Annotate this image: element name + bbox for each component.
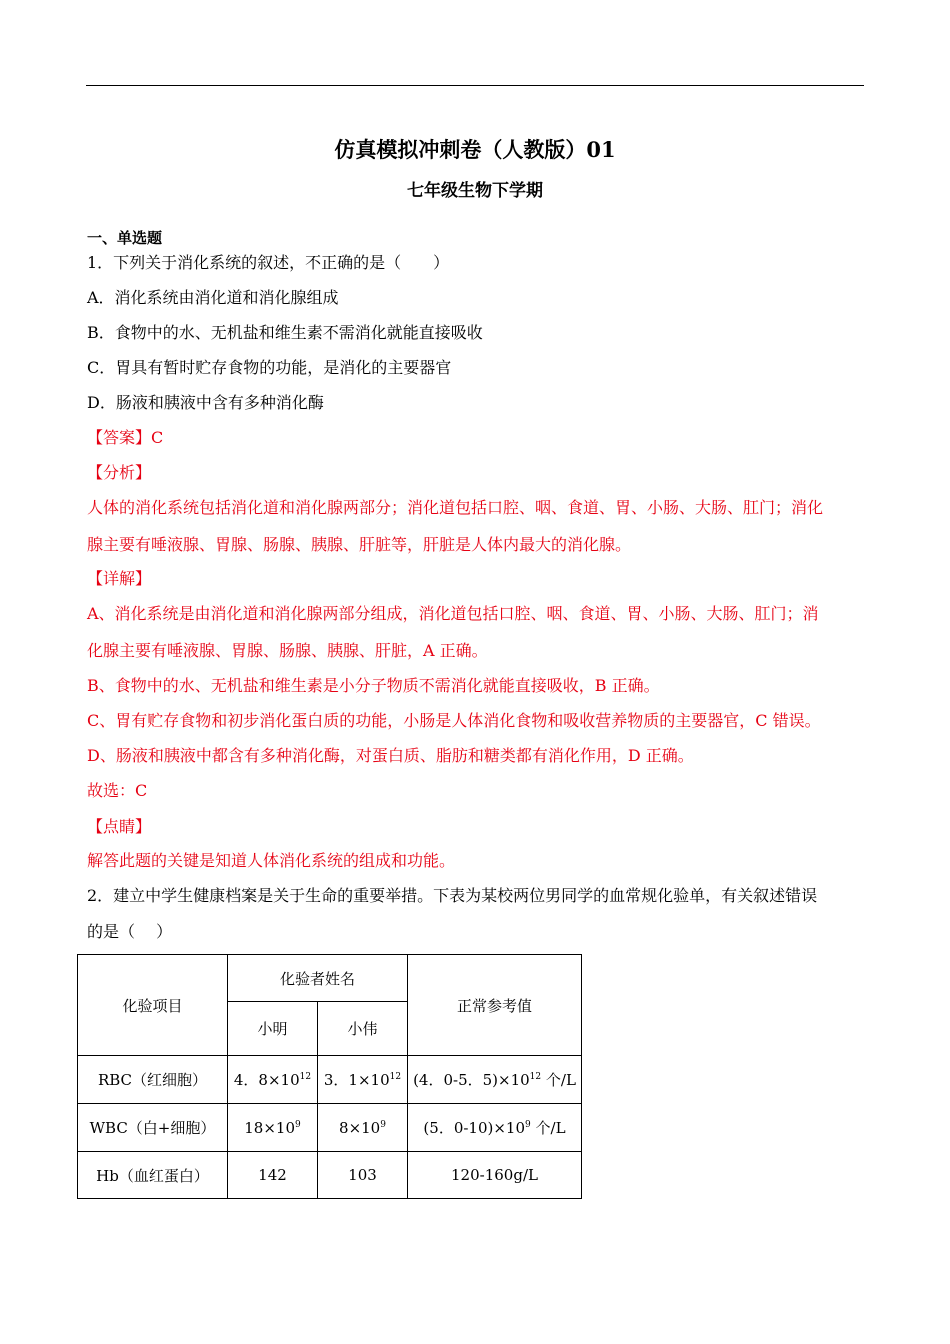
cell-value: 3．$1\times 10^{12}$ — [318, 1056, 408, 1104]
table-row — [78, 1056, 582, 1104]
q1-detail-line: C、胃有贮存食物和初步消化蛋白质的功能，小肠是人体消化食物和吸收营养物质的主要器官，C 错误。 — [87, 711, 821, 730]
cell-value: $8\times 10^9$ — [318, 1104, 408, 1152]
q1-detail-line: A、消化系统是由消化道和消化腺两部分组成，消化道包括口腔、咽、食道、胃、小肠、大肠、肛门；消 — [87, 604, 819, 623]
cell-reference: 120-160g/L — [408, 1152, 582, 1199]
cell-item: WBC（白+细胞） — [78, 1104, 228, 1152]
q1-analysis-line: 腺主要有唾液腺、胃腺、肠腺、胰腺、肝脏等，肝脏是人体内最大的消化腺。 — [87, 535, 632, 554]
q1-option-d: D．肠液和胰液中含有多种消化酶 — [87, 393, 324, 412]
header-rule — [86, 85, 864, 86]
q1-detail-label: 【详解】 — [87, 569, 152, 588]
header-reference: 正常参考值 — [408, 955, 582, 1056]
table-row — [78, 1104, 582, 1152]
q1-detail-line: D、肠液和胰液中都含有多种消化酶，对蛋白质、脂肪和糖类都有消化作用，D 正确。 — [87, 746, 694, 765]
q1-option-c: C．胃具有暂时贮存食物的功能，是消化的主要器官 — [87, 358, 452, 377]
q1-answer: 【答案】C — [87, 428, 164, 447]
q2-stem-line: 2．建立中学生健康档案是关于生命的重要举措。下表为某校两位男同学的血常规化验单，有关叙述错误 — [87, 886, 818, 905]
cell-value: 4．$8\times 10^{12}$ — [228, 1056, 318, 1104]
page-subtitle: 七年级生物下学期 — [407, 181, 543, 201]
q1-analysis-label: 【分析】 — [87, 463, 152, 482]
header-name-group: 化验者姓名 — [228, 955, 408, 1002]
blood-test-table — [77, 954, 582, 1199]
header-item: 化验项目 — [78, 955, 228, 1056]
section-heading: 一、单选题 — [87, 229, 163, 247]
q1-detail-line: B、食物中的水、无机盐和维生素是小分子物质不需消化就能直接吸收，B 正确。 — [87, 676, 660, 695]
page-title: 仿真模拟冲刺卷（人教版）01 — [334, 137, 616, 162]
cell-value: 103 — [318, 1152, 408, 1199]
q1-detail-line: 化腺主要有唾液腺、胃腺、肠腺、胰腺、肝脏，A 正确。 — [87, 641, 488, 660]
q1-choice: 故选：C — [87, 781, 148, 800]
q2-stem-line: 的是（ ） — [87, 922, 173, 941]
q1-analysis-line: 人体的消化系统包括消化道和消化腺两部分；消化道包括口腔、咽、食道、胃、小肠、大肠、肛门；消化 — [87, 498, 824, 517]
cell-reference: (4．0-5．$5)\times 10^{12}$ 个/L — [408, 1056, 582, 1104]
cell-value: 142 — [228, 1152, 318, 1199]
cell-item: RBC（红细胞） — [78, 1056, 228, 1104]
header-person-xiaoming: 小明 — [228, 1002, 318, 1056]
cell-reference: (5．$0-10)\times 10^9$ 个/L — [408, 1104, 582, 1152]
header-person-xiaowei: 小伟 — [318, 1002, 408, 1056]
q1-tip-label: 【点睛】 — [87, 817, 152, 836]
table-row — [78, 1152, 582, 1199]
q1-tip: 解答此题的关键是知道人体消化系统的组成和功能。 — [87, 851, 456, 870]
cell-value: $18\times 10^9$ — [228, 1104, 318, 1152]
cell-item: Hb（血红蛋白） — [78, 1152, 228, 1199]
q1-option-b: B．食物中的水、无机盐和维生素不需消化就能直接吸收 — [87, 323, 483, 342]
q1-stem: 1．下列关于消化系统的叙述，不正确的是（ ） — [87, 253, 450, 272]
q1-option-a: A．消化系统由消化道和消化腺组成 — [87, 288, 339, 307]
